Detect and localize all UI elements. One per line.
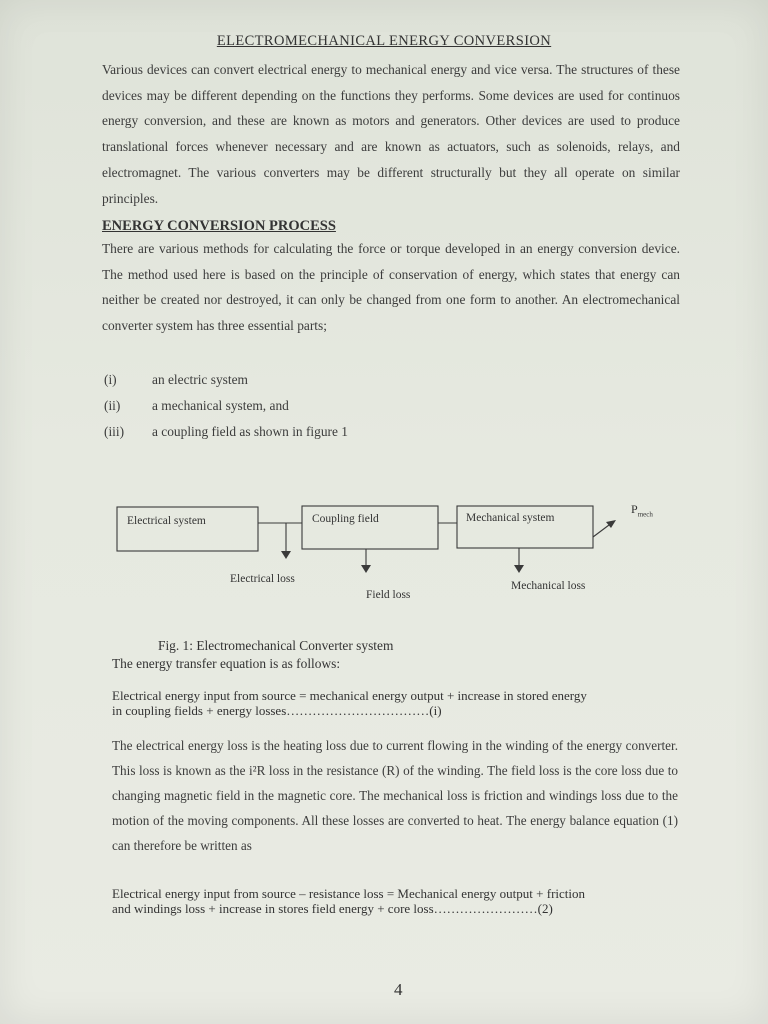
- equation-1-line-1: Electrical energy input from source = mechanical energy output + increase in stored energy: [112, 688, 587, 703]
- equation-2-line-1: Electrical energy input from source – resistance loss = Mechanical energy output + friction: [112, 886, 586, 901]
- list-item-text: an electric system: [152, 372, 248, 387]
- field-loss-label: Field loss: [366, 589, 411, 601]
- list-item-text: a coupling field as shown in figure 1: [152, 424, 348, 439]
- intro-paragraph-text: Various devices can convert electrical energy to mechanical energy and vice versa. The structures of these devices may be different depending on the functions they performs. Some devices are used for continuos energy conversion, and these are known as motors and generators. Other devices are used to produce translational forces whenever necessary and are known as actuators, such as solenoids, relays, and electromagnet. The various converters may be different structurally but they all operate on similar principles.: [102, 62, 680, 206]
- equation-1: [112, 688, 678, 718]
- page-title: ELECTROMECHANICAL ENERGY CONVERSION: [216, 33, 552, 49]
- mechanical-loss-arrow-icon: [514, 565, 524, 573]
- process-paragraph-text: There are various methods for calculating the force or torque developed in an energy conversion device. The method used here is based on the principle of conservation of energy, which states that energy can neither be created nor destroyed, it can only be changed from one form to another. An electromechanical converter system has three essential parts;: [102, 241, 680, 334]
- figure-caption: Fig. 1: Electromechanical Converter system: [158, 638, 394, 653]
- loss-paragraph-text: The electrical energy loss is the heating loss due to current flowing in the winding of the energy converter. This loss is known as the i²R loss in the resistance (R) of the winding. The field loss is the core loss due to changing magnetic field in the magnetic core. The mechanical loss is friction and windings loss due to the motion of the moving components. All these losses are converted to heat. The energy balance equation (1) can therefore be written as: [112, 738, 678, 853]
- electrical-loss-arrow-icon: [281, 551, 291, 559]
- p-mech-label: [631, 502, 653, 518]
- page-number: 4: [394, 980, 403, 999]
- p-mech-symbol: P: [631, 502, 638, 516]
- list-item-number: (iii): [104, 424, 125, 439]
- equation-2-line-2: and windings loss + increase in stores field energy + core loss……………………(2): [112, 901, 553, 916]
- transfer-intro: The energy transfer equation is as follows:: [112, 656, 341, 671]
- field-loss-arrow-icon: [361, 565, 371, 573]
- electrical-system-box: [117, 507, 258, 551]
- loss-paragraph: [112, 733, 678, 858]
- section-heading: ENERGY CONVERSION PROCESS: [102, 218, 336, 234]
- electrical-system-label: Electrical system: [127, 515, 206, 527]
- coupling-field-label: Coupling field: [312, 513, 379, 525]
- list-item-number: (i): [104, 372, 117, 387]
- equation-2: [112, 886, 678, 916]
- electrical-loss-label: Electrical loss: [230, 573, 295, 585]
- mechanical-loss-label: Mechanical loss: [511, 580, 586, 592]
- equation-1-line-2: in coupling fields + energy losses……………………………(i): [112, 703, 442, 718]
- list-item-number: (ii): [104, 398, 121, 413]
- list-item-text: a mechanical system, and: [152, 398, 289, 413]
- mechanical-system-label: Mechanical system: [466, 512, 555, 524]
- p-mech-subscript: mech: [637, 510, 653, 519]
